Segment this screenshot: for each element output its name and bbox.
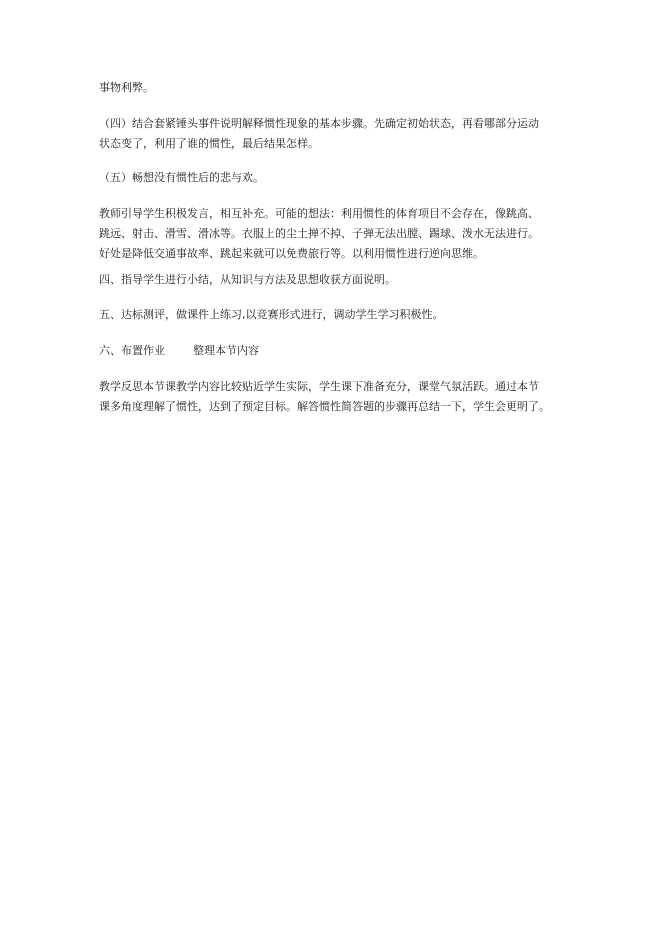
- text-line: （四）结合套紧锤头事件说明解释惯性现象的基本步骤。先确定初始状态，再看哪部分运动: [99, 117, 539, 130]
- text-line: 教师引导学生积极发言，相互补充。可能的想法：利用惯性的体育项目不会存在，像跳高、: [99, 207, 539, 220]
- text-line: 状态变了，利用了谁的惯性，最后结果怎样。: [99, 137, 319, 150]
- homework-line: [99, 341, 569, 361]
- section-assessment: [99, 305, 569, 325]
- paragraph-step-four: [99, 114, 569, 154]
- paragraph-continuation: [99, 78, 569, 98]
- text-line: 好处是降低交通事故率、跳起来就可以免费旅行等。以利用惯性进行逆向思维。: [99, 247, 484, 260]
- text-line: 四、指导学生进行小结，从知识与方法及思想收获方面说明。: [99, 273, 396, 286]
- text-line: 课多角度理解了惯性，达到了预定目标。解答惯性简答题的步骤再总结一下，学生会更明了。: [99, 400, 550, 413]
- text-line: 五、达标测评，做课件上练习,以竞赛形式进行，调动学生学习积极性。: [99, 308, 444, 321]
- paragraph-teaching-reflection: [99, 377, 569, 417]
- text-line: 跳远、射击、滑雪、滑冰等。衣服上的尘土掸不掉、子弹无法出膛、踢球、泼水无法进行。: [99, 227, 539, 240]
- text-line: 事物利弊。: [99, 81, 154, 94]
- homework-content: 整理本节内容: [193, 344, 259, 357]
- paragraph-teacher-guidance: [99, 204, 569, 264]
- section-summary: [99, 270, 569, 290]
- text-line: （五）畅想没有惯性后的悲与欢。: [99, 171, 264, 184]
- text-line: 教学反思本节课教学内容比较贴近学生实际，学生课下准备充分，课堂气氛活跃。通过本节: [99, 380, 539, 393]
- paragraph-step-five: [99, 168, 569, 188]
- homework-heading: 六、布置作业: [99, 344, 165, 357]
- section-homework: [99, 341, 569, 361]
